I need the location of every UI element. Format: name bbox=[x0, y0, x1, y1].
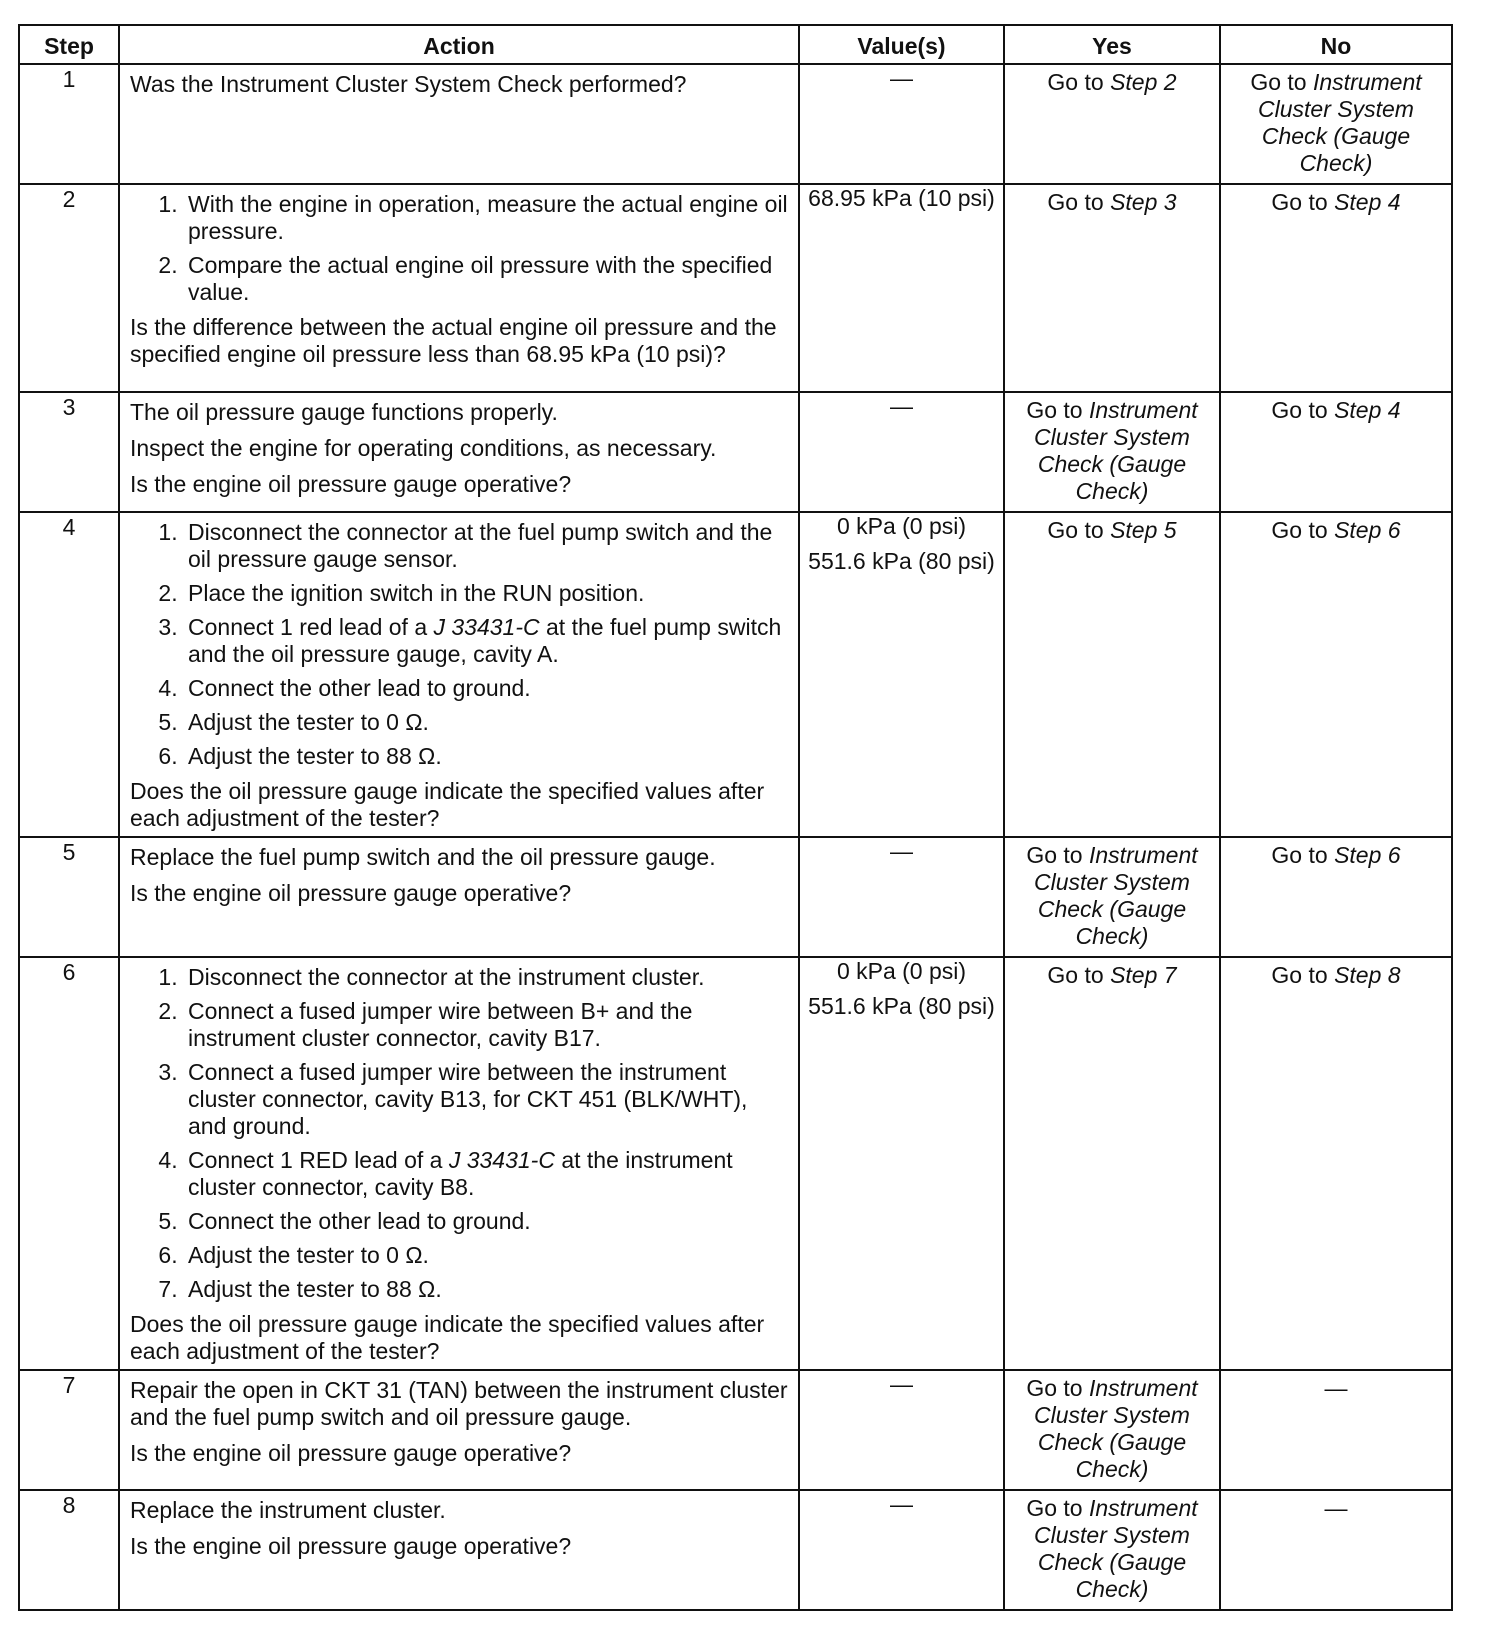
no-cell bbox=[1220, 392, 1452, 512]
action-text: Is the engine oil pressure gauge operative? bbox=[130, 471, 572, 497]
header-yes: Yes bbox=[1004, 25, 1220, 64]
action-text: Is the engine oil pressure gauge operative? bbox=[130, 1533, 572, 1559]
no-cell bbox=[1220, 512, 1452, 837]
value-text: 68.95 kPa (10 psi) bbox=[808, 185, 995, 211]
values-cell bbox=[799, 837, 1004, 957]
action-step: 1. With the engine in operation, measure the actual engine oil pressure. bbox=[184, 191, 788, 245]
value-text: 0 kPa (0 psi) bbox=[836, 958, 967, 984]
no-target: Step 4 bbox=[1334, 397, 1401, 423]
value-text: 551.6 kPa (80 psi) bbox=[808, 548, 995, 574]
action-cell bbox=[119, 64, 799, 184]
action-step: 6. Adjust the tester to 0 Ω. bbox=[184, 1242, 788, 1269]
yes-target: Step 3 bbox=[1110, 189, 1177, 215]
action-cell bbox=[119, 392, 799, 512]
header-step: Step bbox=[19, 25, 119, 64]
yes-target: Step 7 bbox=[1110, 962, 1177, 988]
action-step: 7. Adjust the tester to 88 Ω. bbox=[184, 1276, 788, 1303]
yes-target: Instrument Cluster System Check (Gauge Check) bbox=[1034, 842, 1198, 949]
action-step: 3. Connect a fused jumper wire between the instrument cluster connector, cavity B13, for CKT 451 (BLK/WHT), and ground. bbox=[184, 1059, 788, 1140]
yes-cell bbox=[1004, 837, 1220, 957]
no-target: Step 8 bbox=[1334, 962, 1401, 988]
no-prefix: Go to bbox=[1271, 189, 1335, 215]
action-cell bbox=[119, 1490, 799, 1610]
action-cell bbox=[119, 957, 799, 1370]
yes-cell bbox=[1004, 392, 1220, 512]
yes-target: Instrument Cluster System Check (Gauge Check) bbox=[1034, 1495, 1198, 1602]
step-number: 6 bbox=[19, 957, 119, 1370]
yes-cell bbox=[1004, 64, 1220, 184]
action-step: 2. Place the ignition switch in the RUN position. bbox=[184, 580, 788, 607]
step-number: 1 bbox=[19, 64, 119, 184]
action-steps-list bbox=[130, 964, 788, 1303]
diagnostic-table bbox=[18, 24, 1453, 1611]
yes-prefix: Go to bbox=[1047, 962, 1111, 988]
action-cell bbox=[119, 184, 799, 392]
table-row bbox=[19, 1490, 1452, 1610]
yes-target: Instrument Cluster System Check (Gauge Check) bbox=[1034, 397, 1198, 504]
action-step: 2. Compare the actual engine oil pressure with the specified value. bbox=[184, 252, 788, 306]
action-step: 2. Connect a fused jumper wire between B+ and the instrument cluster connector, cavity B17. bbox=[184, 998, 788, 1052]
yes-target: Step 5 bbox=[1110, 517, 1177, 543]
values-cell bbox=[799, 64, 1004, 184]
yes-prefix: Go to bbox=[1026, 1375, 1089, 1401]
action-step: 4. Connect the other lead to ground. bbox=[184, 675, 788, 702]
no-cell: — bbox=[1220, 1370, 1452, 1490]
no-target: Step 6 bbox=[1334, 842, 1401, 868]
yes-target: Step 2 bbox=[1110, 69, 1177, 95]
table-row bbox=[19, 392, 1452, 512]
value-text: — bbox=[890, 838, 913, 864]
value-text: — bbox=[890, 1491, 913, 1517]
action-steps-list bbox=[130, 191, 788, 306]
no-cell bbox=[1220, 184, 1452, 392]
action-steps-list bbox=[130, 519, 788, 770]
step-number: 2 bbox=[19, 184, 119, 392]
no-target: Step 6 bbox=[1334, 517, 1401, 543]
yes-cell bbox=[1004, 184, 1220, 392]
yes-cell bbox=[1004, 957, 1220, 1370]
step-number: 4 bbox=[19, 512, 119, 837]
step-number: 3 bbox=[19, 392, 119, 512]
action-text: Replace the instrument cluster. bbox=[130, 1497, 446, 1523]
yes-prefix: Go to bbox=[1047, 517, 1111, 543]
yes-prefix: Go to bbox=[1026, 842, 1089, 868]
values-cell bbox=[799, 1370, 1004, 1490]
action-step: 5. Connect the other lead to ground. bbox=[184, 1208, 788, 1235]
header-no: No bbox=[1220, 25, 1452, 64]
action-step: 3. Connect 1 red lead of a J 33431-C at the fuel pump switch and the oil pressure gauge, cavity A. bbox=[184, 614, 788, 668]
yes-prefix: Go to bbox=[1026, 397, 1089, 423]
header-row bbox=[19, 25, 1452, 64]
no-cell: — bbox=[1220, 1490, 1452, 1610]
value-text: 0 kPa (0 psi) bbox=[836, 513, 967, 539]
action-question: Is the difference between the actual engine oil pressure and the specified engine oil pressure less than 68.95 kPa (10 psi)? bbox=[130, 314, 777, 367]
action-text: Repair the open in CKT 31 (TAN) between the instrument cluster and the fuel pump switch and oil pressure gauge. bbox=[130, 1377, 788, 1430]
header-values: Value(s) bbox=[799, 25, 1004, 64]
yes-cell bbox=[1004, 512, 1220, 837]
value-text: 551.6 kPa (80 psi) bbox=[808, 993, 995, 1019]
action-cell bbox=[119, 1370, 799, 1490]
action-question: Does the oil pressure gauge indicate the specified values after each adjustment of the tester? bbox=[130, 1311, 765, 1364]
yes-prefix: Go to bbox=[1047, 189, 1111, 215]
action-step: 1. Disconnect the connector at the fuel pump switch and the oil pressure gauge sensor. bbox=[184, 519, 788, 573]
action-cell bbox=[119, 512, 799, 837]
action-step: 6. Adjust the tester to 88 Ω. bbox=[184, 743, 788, 770]
yes-cell bbox=[1004, 1490, 1220, 1610]
step-number: 8 bbox=[19, 1490, 119, 1610]
value-text: — bbox=[890, 65, 913, 91]
step-number: 7 bbox=[19, 1370, 119, 1490]
yes-prefix: Go to bbox=[1026, 1495, 1089, 1521]
values-cell bbox=[799, 184, 1004, 392]
no-cell bbox=[1220, 957, 1452, 1370]
no-cell bbox=[1220, 64, 1452, 184]
action-step: 5. Adjust the tester to 0 Ω. bbox=[184, 709, 788, 736]
action-text: Is the engine oil pressure gauge operative? bbox=[130, 880, 572, 906]
values-cell bbox=[799, 392, 1004, 512]
values-cell bbox=[799, 957, 1004, 1370]
action-step: 1. Disconnect the connector at the instrument cluster. bbox=[184, 964, 788, 991]
table-row bbox=[19, 512, 1452, 837]
header-action: Action bbox=[119, 25, 799, 64]
values-cell bbox=[799, 512, 1004, 837]
action-text: Replace the fuel pump switch and the oil pressure gauge. bbox=[130, 844, 716, 870]
no-cell bbox=[1220, 837, 1452, 957]
step-number: 5 bbox=[19, 837, 119, 957]
table-row bbox=[19, 184, 1452, 392]
value-text: — bbox=[890, 393, 913, 419]
value-text: — bbox=[890, 1371, 913, 1397]
action-text: Is the engine oil pressure gauge operative? bbox=[130, 1440, 572, 1466]
no-prefix: Go to bbox=[1271, 962, 1335, 988]
action-text: The oil pressure gauge functions properly. bbox=[130, 399, 558, 425]
action-text: Was the Instrument Cluster System Check performed? bbox=[130, 71, 687, 97]
values-cell bbox=[799, 1490, 1004, 1610]
action-step: 4. Connect 1 RED lead of a J 33431-C at the instrument cluster connector, cavity B8. bbox=[184, 1147, 788, 1201]
table-row bbox=[19, 64, 1452, 184]
action-question: Does the oil pressure gauge indicate the specified values after each adjustment of the tester? bbox=[130, 778, 765, 831]
yes-prefix: Go to bbox=[1047, 69, 1111, 95]
table-row bbox=[19, 957, 1452, 1370]
no-prefix: Go to bbox=[1271, 397, 1335, 423]
yes-target: Instrument Cluster System Check (Gauge Check) bbox=[1034, 1375, 1198, 1482]
table-row bbox=[19, 837, 1452, 957]
table-row bbox=[19, 1370, 1452, 1490]
no-prefix: Go to bbox=[1271, 842, 1335, 868]
yes-cell bbox=[1004, 1370, 1220, 1490]
action-cell bbox=[119, 837, 799, 957]
action-text: Inspect the engine for operating conditions, as necessary. bbox=[130, 435, 717, 461]
no-prefix: Go to bbox=[1250, 69, 1313, 95]
no-target: Instrument Cluster System Check (Gauge Check) bbox=[1258, 69, 1422, 176]
no-target: Step 4 bbox=[1334, 189, 1401, 215]
no-prefix: Go to bbox=[1271, 517, 1335, 543]
table-body bbox=[19, 64, 1452, 1610]
